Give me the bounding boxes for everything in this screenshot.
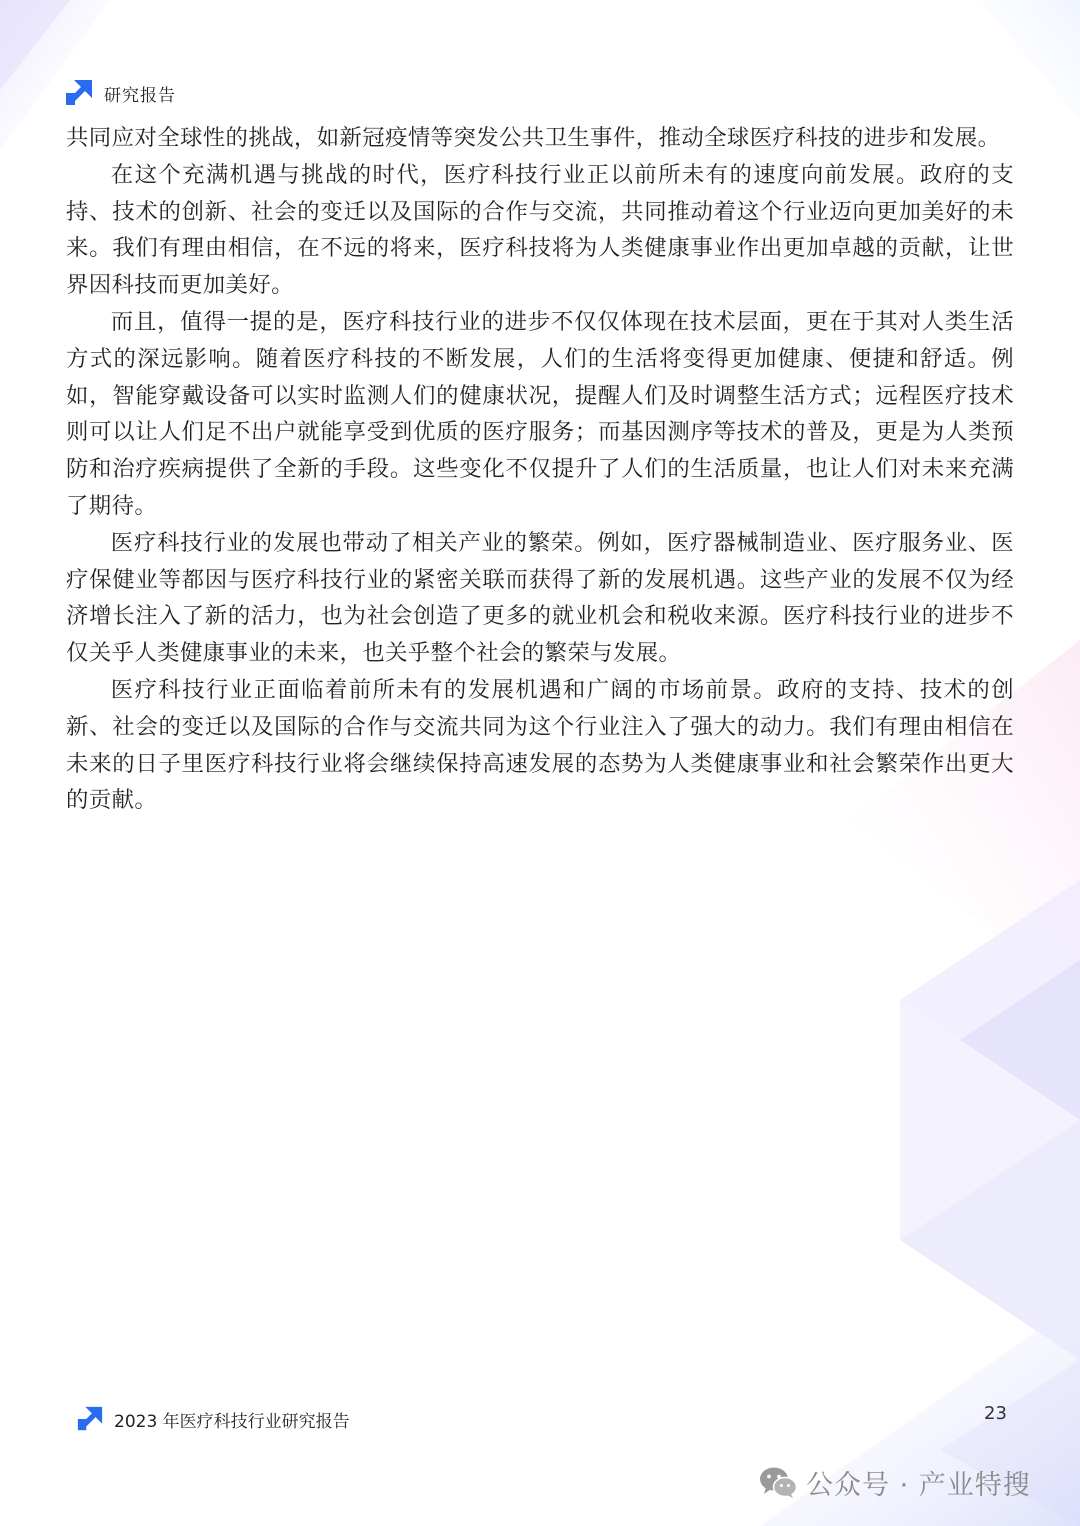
paragraph: 医疗科技行业的发展也带动了相关产业的繁荣。例如，医疗器械制造业、医疗服务业、医疗保健业等都因与医疗科技行业的紧密关联而获得了新的发展机遇。这些产业的发展不仅为经济增长注入了新的活力，也为社会创造了更多的就业机会和税收来源。医疗科技行业的进步不仅关乎人类健康事业的未来，也关乎整个社会的繁荣与发展。 [66, 529, 1014, 667]
watermark-text: 公众号 · 产业特搜 [806, 1469, 1031, 1501]
report-logo-icon [64, 78, 94, 108]
paragraph: 共同应对全球性的挑战，如新冠疫情等突发公共卫生事件，推动全球医疗科技的进步和发展。 [66, 125, 1001, 151]
paragraph: 而且，值得一提的是，医疗科技行业的进步不仅仅体现在技术层面，更在于其对人类生活方式的深远影响。随着医疗科技的不断发展，人们的生活将变得更加健康、便捷和舒适。例如，智能穿戴设备可以实时监测人们的健康状况，提醒人们及时调整生活方式；远程医疗技术则可以让人们足不出户就能享受到优质的医疗服务；而基因测序等技术的普及，更是为人类预防和治疗疾病提供了全新的手段。这些变化不仅提升了人们的生活质量，也让人们对未来充满了期待。 [66, 308, 1014, 519]
footer-label: 2023 年医疗科技行业研究报告 [114, 1411, 350, 1432]
page-footer [76, 1404, 350, 1434]
wechat-watermark [758, 1462, 1031, 1502]
page-header [64, 78, 176, 108]
wechat-icon [758, 1465, 798, 1499]
paragraph: 医疗科技行业正面临着前所未有的发展机遇和广阔的市场前景。政府的支持、技术的创新、社会的变迁以及国际的合作与交流共同为这个行业注入了强大的动力。我们有理由相信在未来的日子里医疗科技行业将会继续保持高速发展的态势为人类健康事业和社会繁荣作出更大的贡献。 [66, 676, 1014, 814]
page-number: 23 [984, 1403, 1007, 1424]
report-logo-icon [76, 1405, 104, 1433]
header-label: 研究报告 [104, 85, 176, 106]
paragraph: 在这个充满机遇与挑战的时代，医疗科技行业正以前所未有的速度向前发展。政府的支持、技术的创新、社会的变迁以及国际的合作与交流，共同推动着这个行业迈向更加美好的未来。我们有理由相信，在不远的将来，医疗科技将为人类健康事业作出更加卓越的贡献，让世界因科技而更加美好。 [66, 161, 1014, 299]
body-text [66, 120, 1014, 819]
